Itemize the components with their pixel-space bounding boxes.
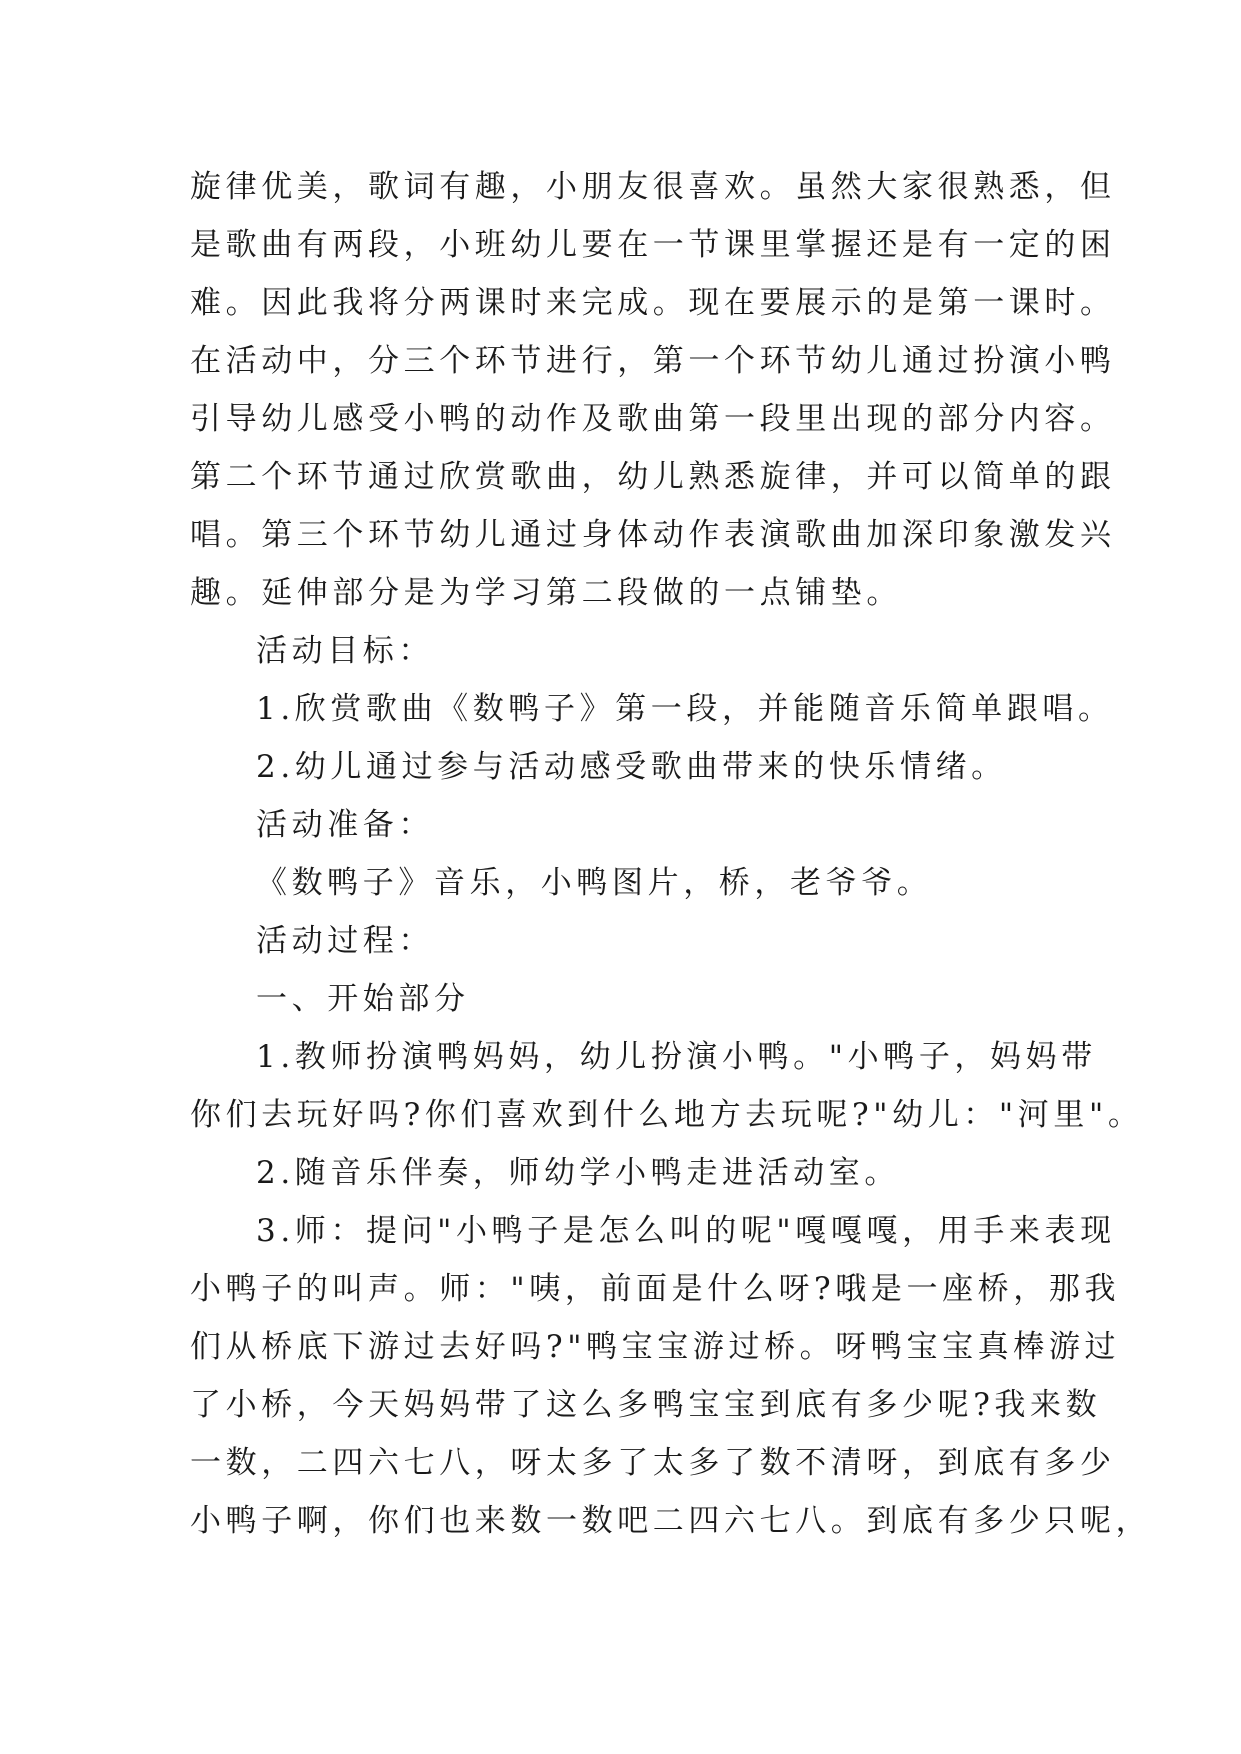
text-line: 3.师：提问"小鸭子是怎么叫的呢"嘎嘎嘎，用手来表现: [256, 1213, 1116, 1249]
document-page: [190, 158, 1152, 1550]
text-line: 旋律优美，歌词有趣，小朋友很喜欢。虽然大家很熟悉，但: [190, 169, 1116, 205]
text-line: 一数，二四六七八，呀太多了太多了数不清呀，到底有多少: [190, 1445, 1116, 1481]
text-line: 小鸭子的叫声。师："咦，前面是什么呀?哦是一座桥，那我: [190, 1271, 1121, 1307]
text-line: 唱。第三个环节幼儿通过身体动作表演歌曲加深印象激发兴: [190, 517, 1116, 553]
text-line: 第二个环节通过欣赏歌曲，幼儿熟悉旋律，并可以简单的跟: [190, 459, 1116, 495]
text-line: 是歌曲有两段，小班幼儿要在一节课里掌握还是有一定的困: [190, 227, 1116, 263]
text-line: 了小桥，今天妈妈带了这么多鸭宝宝到底有多少呢?我来数: [190, 1387, 1102, 1423]
text-line: 引导幼儿感受小鸭的动作及歌曲第一段里出现的部分内容。: [190, 401, 1116, 437]
text-line: 们从桥底下游过去好吗?"鸭宝宝游过桥。呀鸭宝宝真棒游过: [190, 1329, 1121, 1365]
text-line: 小鸭子啊，你们也来数一数吧二四六七八。到底有多少只呢，: [190, 1503, 1152, 1539]
text-line: 2.随音乐伴奏，师幼学小鸭走进活动室。: [256, 1155, 900, 1191]
section-heading: 一、开始部分: [256, 981, 470, 1017]
text-line: 2.幼儿通过参与活动感受歌曲带来的快乐情绪。: [256, 749, 1007, 785]
text-line: 1.欣赏歌曲《数鸭子》第一段，并能随音乐简单跟唱。: [256, 691, 1114, 727]
text-line: 你们去玩好吗?你们喜欢到什么地方去玩呢?"幼儿："河里"。: [190, 1097, 1144, 1133]
text-line: 在活动中，分三个环节进行，第一个环节幼儿通过扮演小鸭: [190, 343, 1116, 379]
section-heading: 活动过程：: [256, 923, 434, 959]
text-line: 难。因此我将分两课时来完成。现在要展示的是第一课时。: [190, 285, 1116, 321]
text-line: 1.教师扮演鸭妈妈，幼儿扮演小鸭。"小鸭子，妈妈带: [256, 1039, 1097, 1075]
section-heading: 活动目标：: [256, 633, 434, 669]
text-line: 趣。延伸部分是为学习第二段做的一点铺垫。: [190, 575, 902, 611]
text-line: 《数鸭子》音乐，小鸭图片，桥，老爷爷。: [256, 865, 933, 901]
section-heading: 活动准备：: [256, 807, 434, 843]
